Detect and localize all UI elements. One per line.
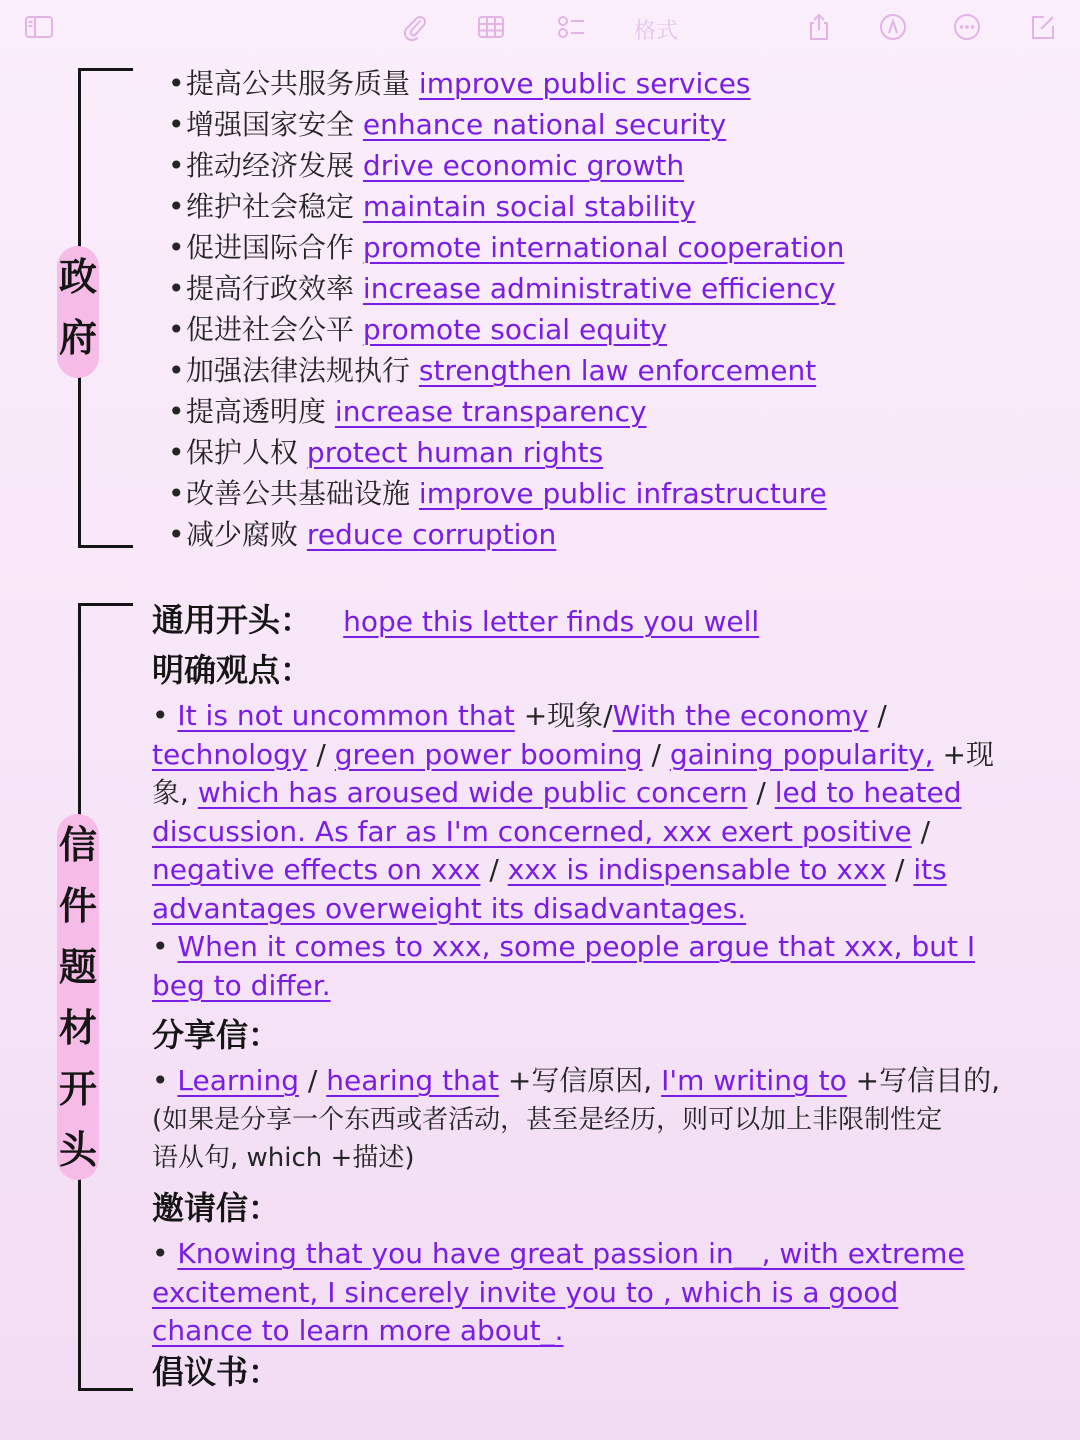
opening-phrase: hope this letter finds you well (343, 605, 760, 638)
share-icon[interactable] (802, 12, 836, 42)
viewpoint-paragraph: • It is not uncommon that +现象/With the economy / technology / green power booming / gaining popularity, +现 象, which has aroused wide public concern / led to heated discussion. As far as I'm concerned, xxx exert positive / negative effects on xxx / xxx is indispensable to xxx / its advantages overweight its disadvantages. • When it comes to xxx, some people argue that xxx, but I beg to differ. (152, 699, 994, 1002)
format-button[interactable]: 格式 (634, 19, 679, 44)
markup-pen-icon[interactable] (876, 12, 910, 42)
opening-heading: 通用开头： (152, 601, 313, 639)
viewpoint-heading: 明确观点： (152, 651, 313, 689)
government-label: 政 府 (57, 246, 99, 378)
invite-paragraph: • Knowing that you have great passion in__, with extreme excitement, I sincerely invite you to , which is a good chance to learn more about_. (152, 1237, 965, 1347)
note-toolbar (0, 0, 1080, 56)
share-heading: 分享信： (152, 1016, 281, 1054)
list-item: •减少腐败 reduce corruption (168, 518, 557, 551)
opening-section (152, 600, 759, 642)
list-item: •促进国际合作 promote international cooperation (168, 231, 845, 264)
proposal-heading: 倡议书： (152, 1353, 281, 1391)
list-item: •推动经济发展 drive economic growth (168, 149, 685, 182)
table-icon[interactable] (474, 12, 508, 42)
sidebar-icon[interactable] (22, 12, 56, 42)
list-item: •保护人权 protect human rights (168, 436, 604, 469)
compose-icon[interactable] (1026, 12, 1060, 42)
list-item: •提高透明度 increase transparency (168, 395, 647, 428)
list-item: •提高行政效率 increase administrative efficiency (168, 272, 836, 305)
list-item: •维护社会稳定 maintain social stability (168, 190, 696, 223)
list-item: •改善公共基础设施 improve public infrastructure (168, 477, 827, 510)
share-paragraph: • Learning / hearing that +写信原因, I'm writing to +写信目的, (如果是分享一个东西或者活动，甚至是经历，则可以加上非限制性定 语从句, which +描述) (152, 1064, 1001, 1173)
list-item: •提高公共服务质量 improve public services (168, 67, 751, 100)
paperclip-icon[interactable] (398, 12, 432, 42)
list-item: •促进社会公平 promote social equity (168, 313, 668, 346)
invite-heading: 邀请信： (152, 1189, 281, 1227)
letter-topic-label: 信 件 题 材 开 头 (57, 814, 99, 1180)
list-item: •加强法律法规执行 strengthen law enforcement (168, 354, 817, 387)
more-icon[interactable] (950, 12, 984, 42)
list-item: •增强国家安全 enhance national security (168, 108, 727, 141)
checklist-icon[interactable] (554, 12, 588, 42)
